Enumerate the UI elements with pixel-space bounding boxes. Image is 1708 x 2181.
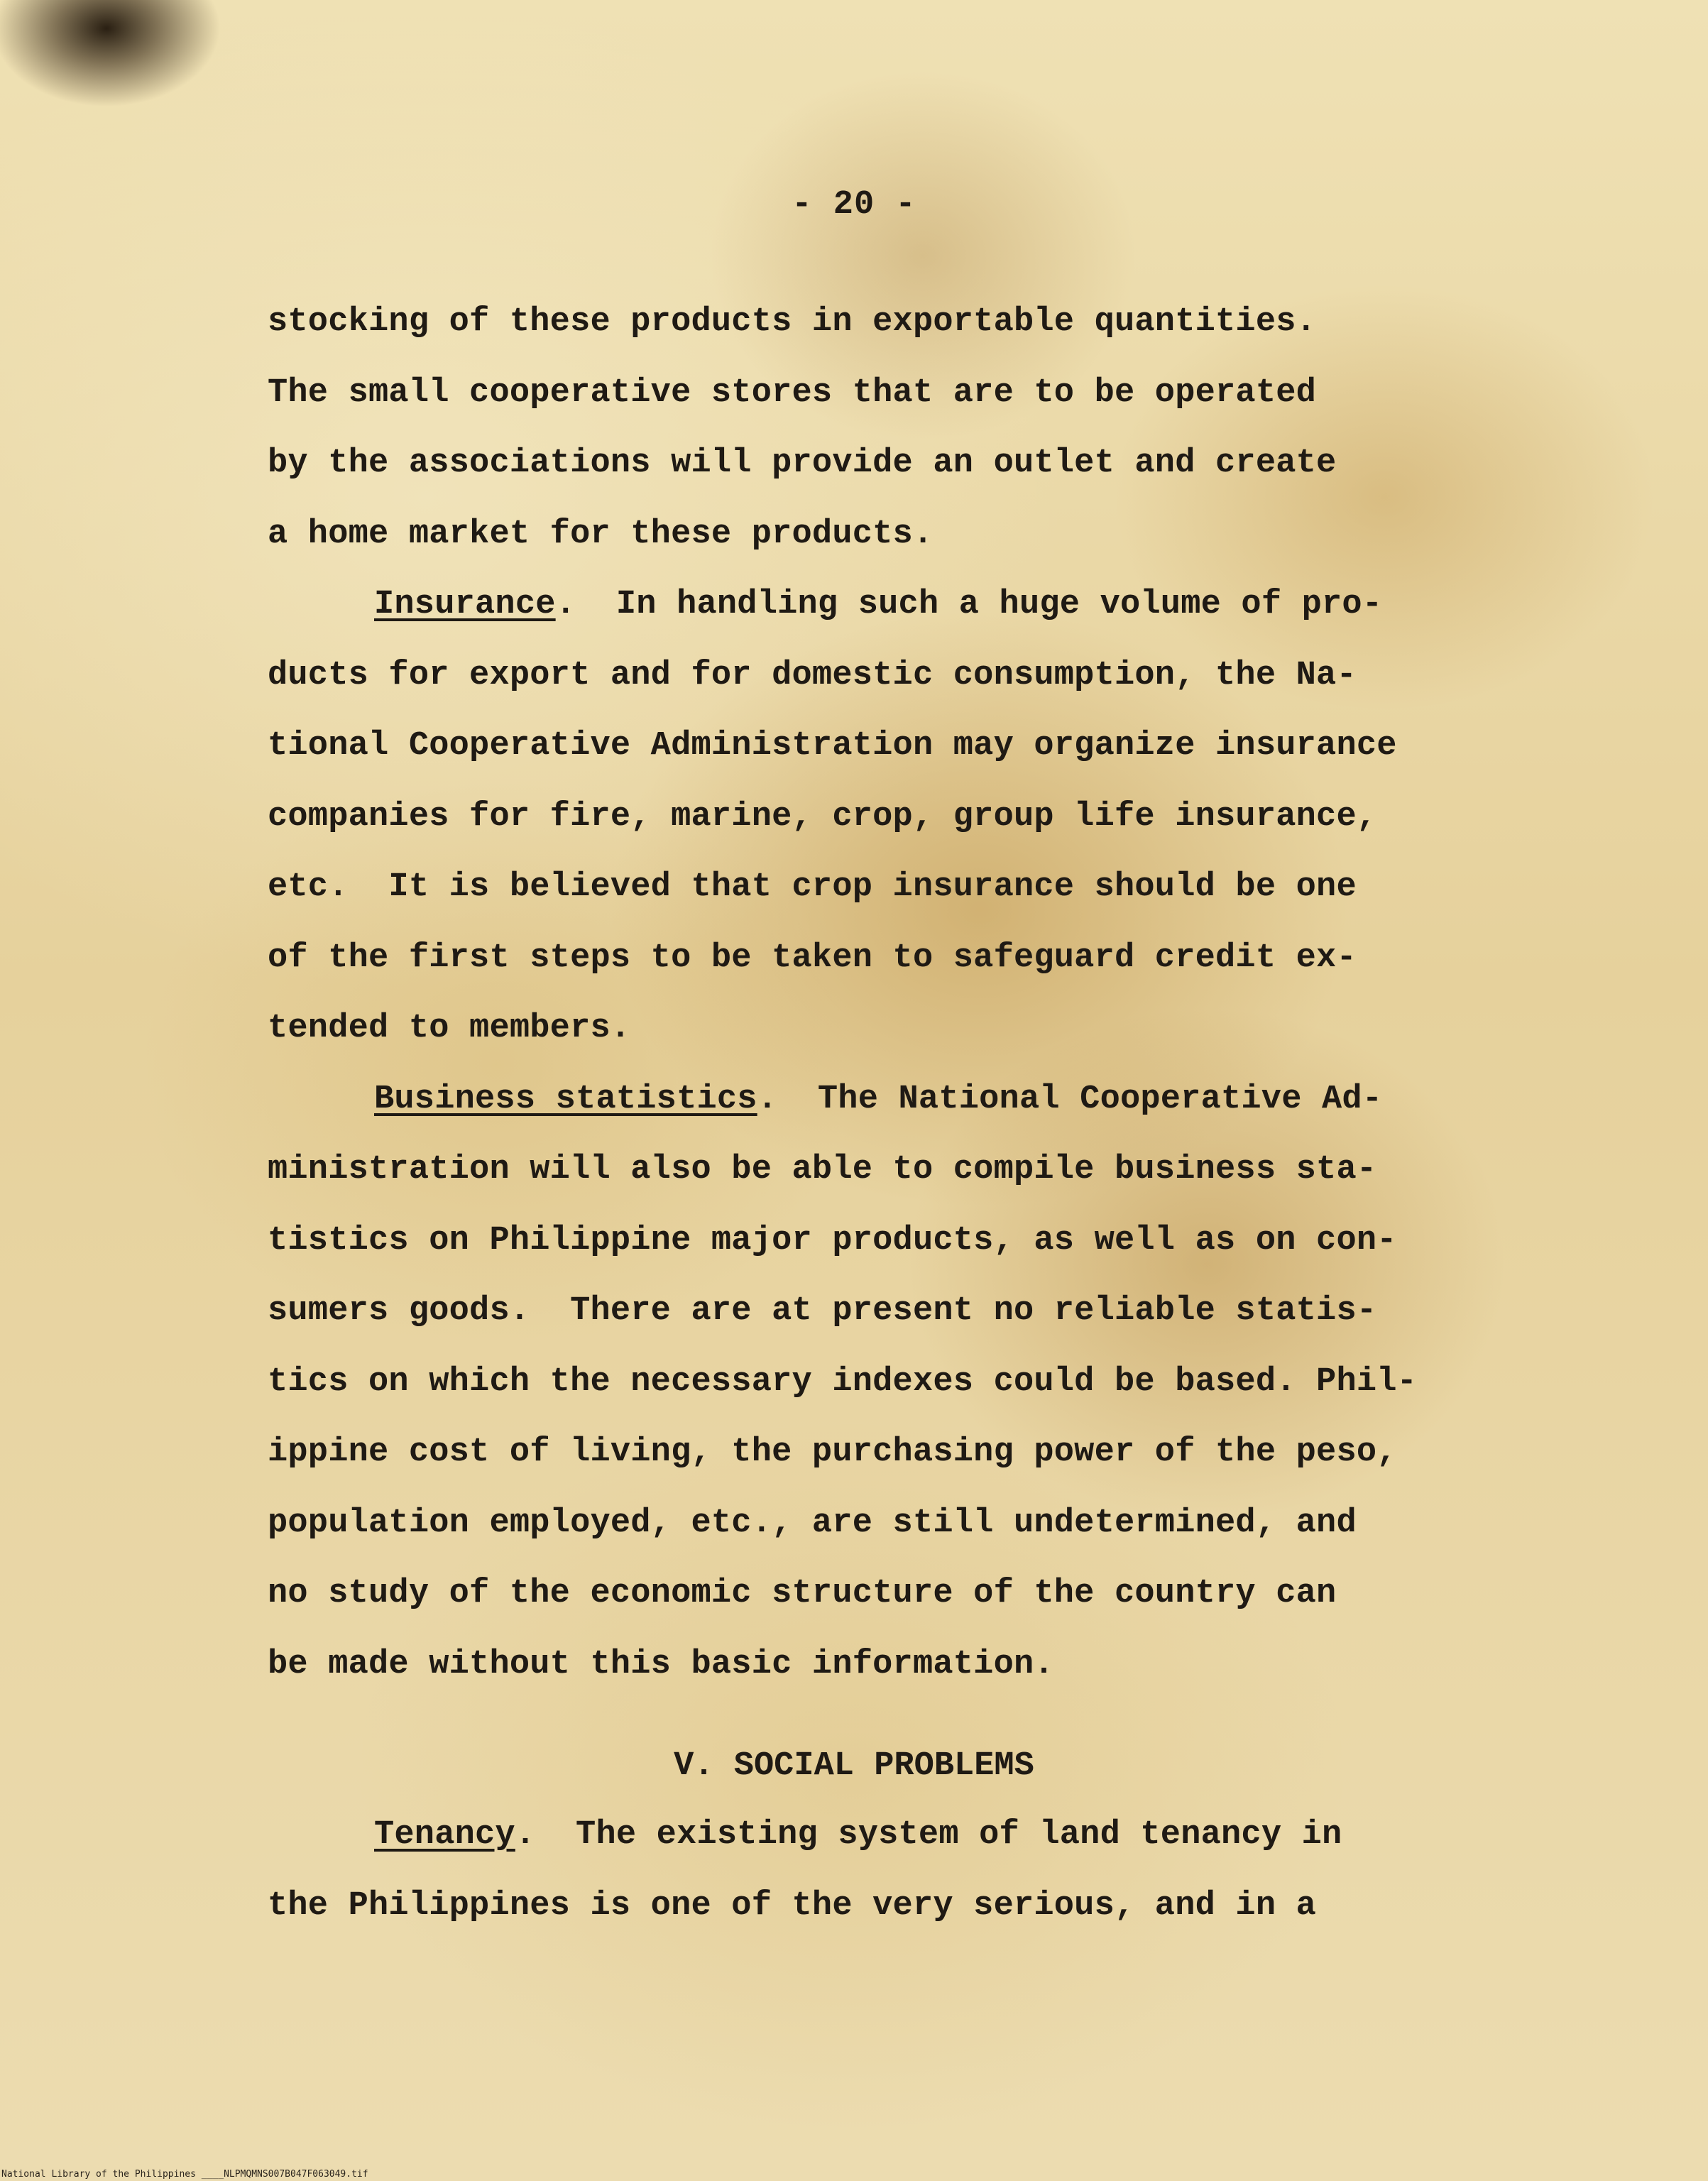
text-line: tistics on Philippine major products, as well as on con- — [268, 1221, 1397, 1259]
text-span: . The National Cooperative Ad- — [757, 1080, 1383, 1118]
text-line: tional Cooperative Administration may organize insurance — [268, 727, 1397, 765]
text-line: ministration will also be able to compile business sta- — [268, 1151, 1377, 1188]
tenancy-heading: Tenancy — [374, 1816, 515, 1854]
insurance-paragraph-first-line — [268, 569, 1545, 640]
text-line: by the associations will provide an outlet and create — [268, 444, 1337, 482]
insurance-heading: Insurance — [374, 586, 556, 623]
text-line: sumers goods. There are at present no reliable statis- — [268, 1292, 1377, 1330]
text-line: tics on which the necessary indexes could be based. Phil- — [268, 1362, 1418, 1401]
section-heading: V. SOCIAL PROBLEMS — [674, 1747, 1034, 1785]
business-statistics-heading: Business statistics — [374, 1080, 757, 1118]
text-line: population employed, etc., are still undetermined, and — [268, 1504, 1357, 1542]
text-line: the Philippines is one of the very serious, and in a — [268, 1886, 1317, 1925]
text-line: ducts for export and for domestic consumption, the Na- — [268, 656, 1357, 694]
body-text — [268, 287, 1545, 1700]
tenancy-paragraph — [268, 1800, 1545, 1941]
text-span: . In handling such a huge volume of pro- — [555, 586, 1383, 623]
text-line: no study of the economic structure of the country can — [268, 1575, 1337, 1612]
page-number: - 20 - — [792, 186, 916, 224]
text-line: ippine cost of living, the purchasing power of the peso, — [268, 1433, 1397, 1471]
text-line: stocking of these products in exportable quantities. — [268, 303, 1317, 341]
text-line: of the first steps to be taken to safeguard credit ex- — [268, 939, 1357, 977]
text-line: be made without this basic information. — [268, 1645, 1054, 1683]
tenancy-paragraph-first-line — [268, 1800, 1545, 1871]
text-line: tended to members. — [268, 1010, 631, 1047]
text-span: . The existing system of land tenancy in — [515, 1816, 1342, 1854]
text-line: companies for fire, marine, crop, group life insurance, — [268, 797, 1377, 836]
text-line: The small cooperative stores that are to be operated — [268, 373, 1317, 412]
text-line: etc. It is believed that crop insurance should be one — [268, 868, 1357, 906]
archive-footer: National Library of the Philippines ____NLPMQMNS007B047F063049.tif — [1, 2169, 368, 2180]
business-statistics-paragraph-first-line — [268, 1064, 1545, 1135]
text-line: a home market for these products. — [268, 515, 934, 553]
